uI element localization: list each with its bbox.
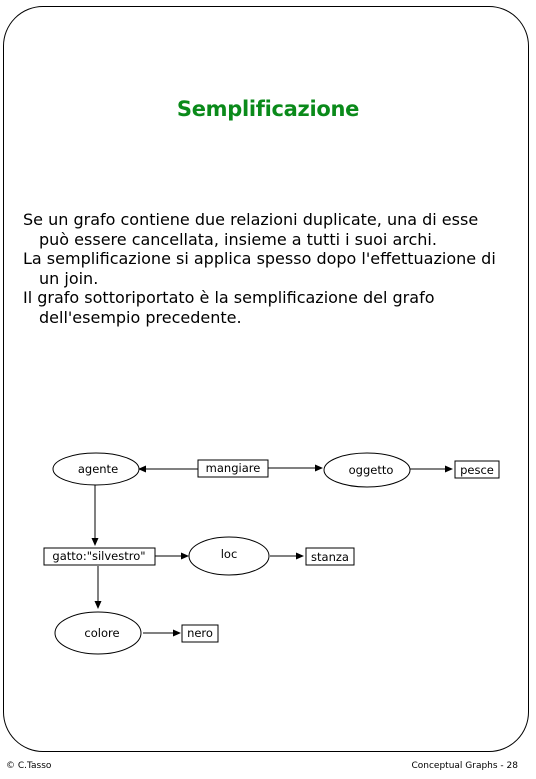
node-pesce-label: pesce: [460, 463, 494, 477]
paragraph-3: Il grafo sottoriportato è la semplificazione del grafo dell'esempio precedente.: [23, 288, 435, 327]
slide-title: Semplificazione: [176, 97, 360, 121]
node-oggetto-label: oggetto: [348, 463, 394, 477]
node-stanza-label: stanza: [311, 550, 349, 564]
paragraph-1: Se un grafo contiene due relazioni duplicate, una di esse può essere cancellata, insieme a tutti i suoi archi.: [23, 210, 479, 249]
node-colore-label: colore: [84, 626, 120, 640]
node-loc-label: loc: [220, 547, 238, 561]
node-mangiare-label: mangiare: [205, 461, 261, 475]
node-agente-label: agente: [77, 462, 119, 476]
paragraph-2: La semplificazione si applica spesso dopo l'effettuazione di un join.: [23, 249, 496, 288]
footer-page-label: Conceptual Graphs - 28: [411, 761, 518, 771]
node-gatto-label: gatto:"silvestro": [52, 549, 146, 563]
node-nero-label: nero: [187, 626, 213, 640]
footer-copyright: © C.Tasso: [6, 761, 52, 771]
